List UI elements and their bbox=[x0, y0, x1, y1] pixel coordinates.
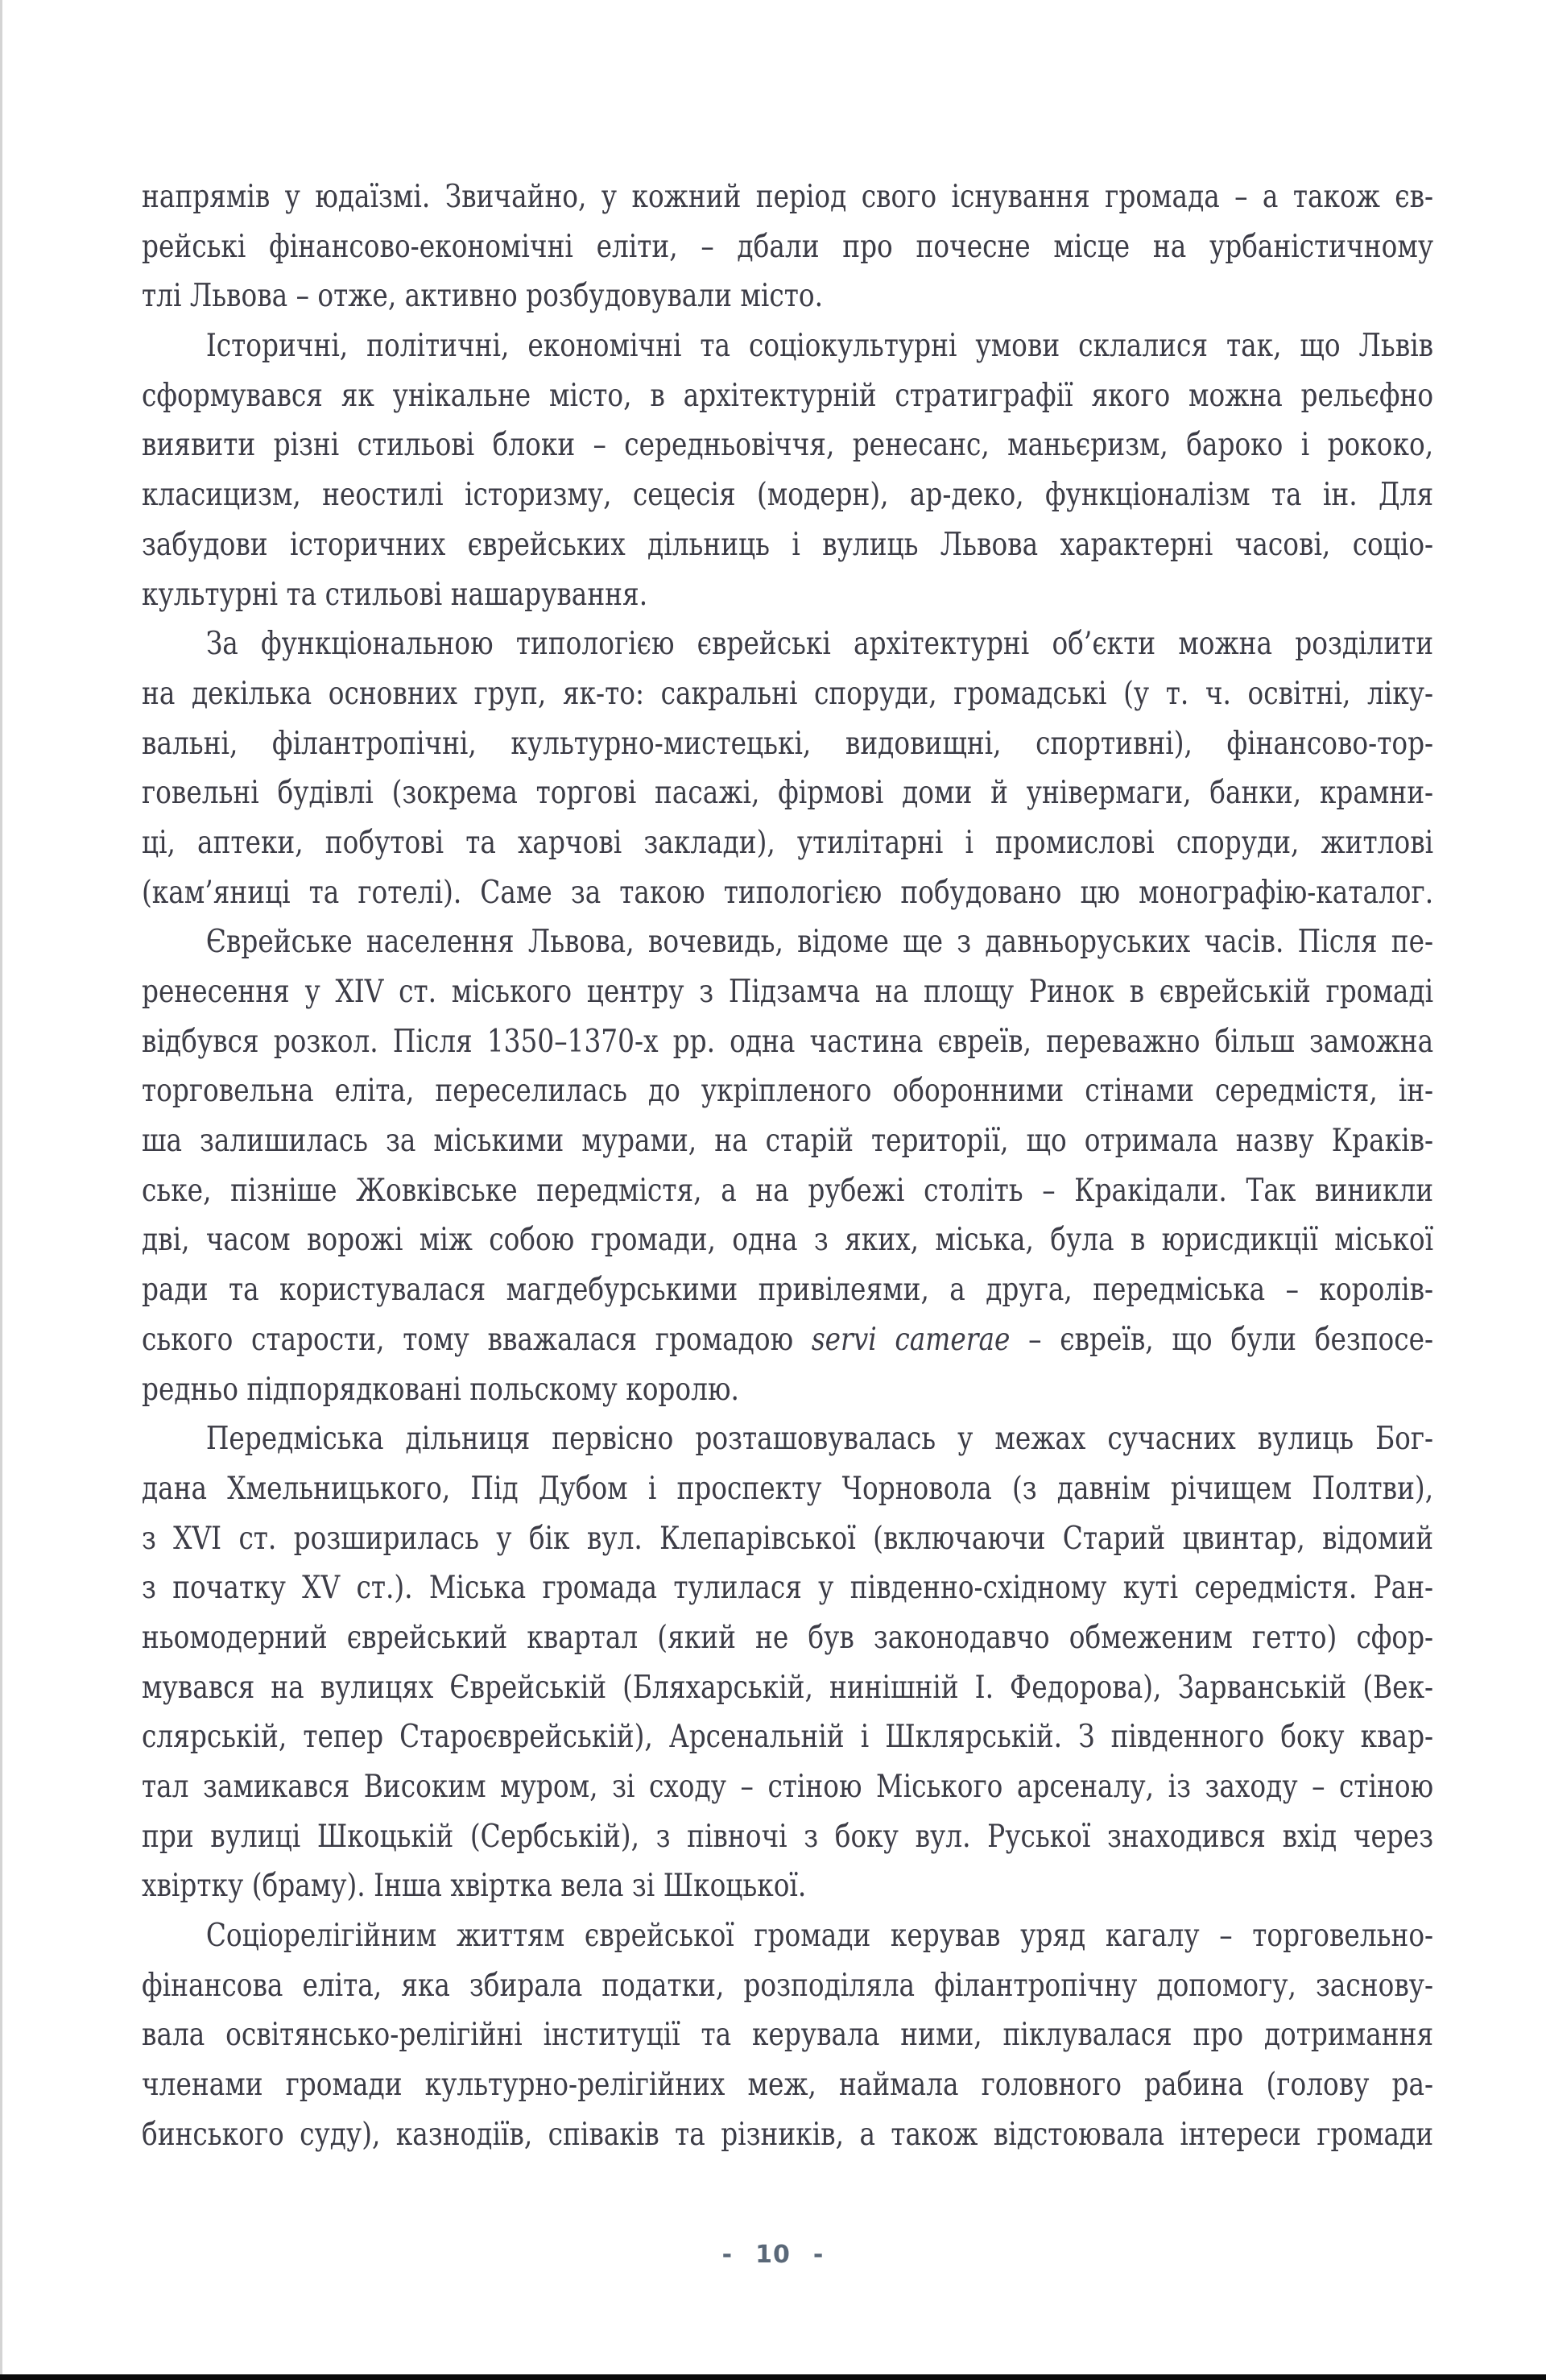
page-footer bbox=[0, 2241, 1546, 2269]
page-number: 10 bbox=[755, 2241, 791, 2269]
footer-dash-right: - bbox=[812, 2241, 825, 2269]
text-line: дана Хмельницького, Під Дубом і проспекту Чорновола (з давнім річищем Полтви), bbox=[142, 1470, 1434, 1507]
text-line: ша залишилась за міськими мурами, на старій території, що отримала назву Краків- bbox=[142, 1123, 1434, 1160]
text-line: мувався на вулицях Єврейській (Бляхарській, нинішній І. Федорова), Зарванській (Век- bbox=[142, 1669, 1434, 1706]
text-line: ського старости, тому вважалася громадою servi camerae – євреїв, що були безпосе- bbox=[142, 1321, 1434, 1358]
paragraph bbox=[142, 1414, 1546, 1911]
text-line: говельні будівлі (зокрема торгові пасажі, фірмові доми й універмаги, банки, крамни- bbox=[142, 775, 1434, 812]
text-line: сформувався як унікальне місто, в архітектурній стратиграфії якого можна рельєфно bbox=[142, 377, 1434, 414]
text-line: з XVI ст. розширилась у бік вул. Клепарівської (включаючи Старий цвинтар, відомий bbox=[142, 1520, 1434, 1557]
paragraph bbox=[142, 1911, 1546, 2159]
text-line: рейські фінансово-економічні еліти, – дбали про почесне місце на урбаністичному bbox=[142, 228, 1434, 265]
text-line: напрямів у юдаїзмі. Звичайно, у кожний період свого існування громада – а також єв- bbox=[142, 179, 1434, 215]
paragraph bbox=[142, 917, 1546, 1414]
text-line: ренесення у XIV ст. міського центру з Підзамча на площу Ринок в єврейській громаді bbox=[142, 974, 1434, 1010]
text-line: культурні та стильові нашарування. bbox=[142, 576, 648, 613]
text-line: при вулиці Шкоцькій (Сербській), з півночі з боку вул. Руської знаходився вхід через bbox=[142, 1818, 1434, 1855]
text-line: відбувся розкол. Після 1350–1370-х рр. одна частина євреїв, переважно більш заможна bbox=[142, 1023, 1434, 1060]
page-edge-line bbox=[0, 0, 2, 2380]
text-line: ради та користувалася магдебурськими привілеями, а друга, передміська – королів- bbox=[142, 1272, 1434, 1309]
text-line: дві, часом ворожі між собою громади, одна з яких, міська, була в юрисдикції міської bbox=[142, 1222, 1434, 1259]
text-line: вальні, філантропічні, культурно-мистецькі, видовищні, спортивні), фінансово-тор- bbox=[142, 725, 1434, 762]
paragraph bbox=[142, 619, 1546, 917]
text-line: Соціорелігійним життям єврейської громади керував уряд кагалу – торговельно- bbox=[205, 1918, 1434, 1955]
text-line: фінансова еліта, яка збирала податки, розподіляла філантропічну допомогу, заснову- bbox=[142, 1967, 1434, 2004]
text-line: слярській, тепер Староєврейській), Арсенальній і Шклярській. З південного боку квар- bbox=[142, 1719, 1434, 1756]
text-line: вала освітянсько-релігійні інституції та керувала ними, піклувалася про дотримання bbox=[142, 2017, 1434, 2054]
text-line: За функціональною типологією єврейські архітектурні об’єкти можна розділити bbox=[205, 626, 1434, 663]
text-line: торговельна еліта, переселилась до укріпленого оборонними стінами середмістя, ін- bbox=[142, 1073, 1434, 1110]
text-line: ньомодерний єврейський квартал (який не був законодавчо обмеженим гетто) сфор- bbox=[142, 1619, 1434, 1656]
paragraph bbox=[142, 321, 1546, 619]
text-line: на декілька основних груп, як-то: сакральні споруди, громадські (у т. ч. освітні, ліку- bbox=[142, 675, 1434, 712]
text-line: членами громади культурно-релігійних меж, наймала головного рабина (голову ра- bbox=[142, 2067, 1434, 2104]
text-block bbox=[142, 172, 1433, 2160]
paragraph bbox=[142, 172, 1546, 321]
footer-dash-left: - bbox=[721, 2241, 734, 2269]
text-line: класицизм, неостилі історизму, сецесія (модерн), ар-деко, функціоналізм та ін. Для bbox=[142, 477, 1434, 514]
text-line: тал замикався Високим муром, зі сходу – стіною Міського арсеналу, із заходу – стіною bbox=[142, 1769, 1434, 1805]
text-line: тлі Львова – отже, активно розбудовували місто. bbox=[142, 278, 824, 315]
scan-artifact-bar bbox=[0, 2374, 1546, 2380]
text-line: бинського суду), казнодіїв, співаків та різників, а також відстоювала інтереси громади bbox=[142, 2116, 1434, 2153]
text-line: Історичні, політичні, економічні та соціокультурні умови склалися так, що Львів bbox=[205, 328, 1434, 365]
text-line: Єврейське населення Львова, вочевидь, відоме ще з давньоруських часів. Після пе- bbox=[205, 924, 1434, 961]
text-line: (кам’яниці та готелі). Саме за такою типологією побудовано цю монографію-каталог. bbox=[142, 874, 1434, 911]
text-line: забудови історичних єврейських дільниць і вулиць Львова характерні часові, соціо- bbox=[142, 526, 1434, 563]
text-line: виявити різні стильові блоки – середньовіччя, ренесанс, маньєризм, бароко і рококо, bbox=[142, 427, 1434, 464]
text-line: ці, аптеки, побутові та харчові заклади), утилітарні і промислові споруди, житлові bbox=[142, 824, 1434, 861]
text-line: редньо підпорядковані польскому королю. bbox=[142, 1371, 739, 1408]
text-line: з початку XV ст.). Міська громада тулилася у південно-східному куті середмістя. Ран- bbox=[142, 1570, 1434, 1607]
text-line: Передміська дільниця первісно розташовувалась у межах сучасних вулиць Бог- bbox=[205, 1421, 1434, 1458]
text-line: хвіртку (браму). Інша хвіртка вела зі Шкоцької. bbox=[142, 1868, 807, 1905]
text-line: ське, пізніше Жовківське передмістя, а на рубежі століть – Кракідали. Так виникли bbox=[142, 1172, 1434, 1209]
